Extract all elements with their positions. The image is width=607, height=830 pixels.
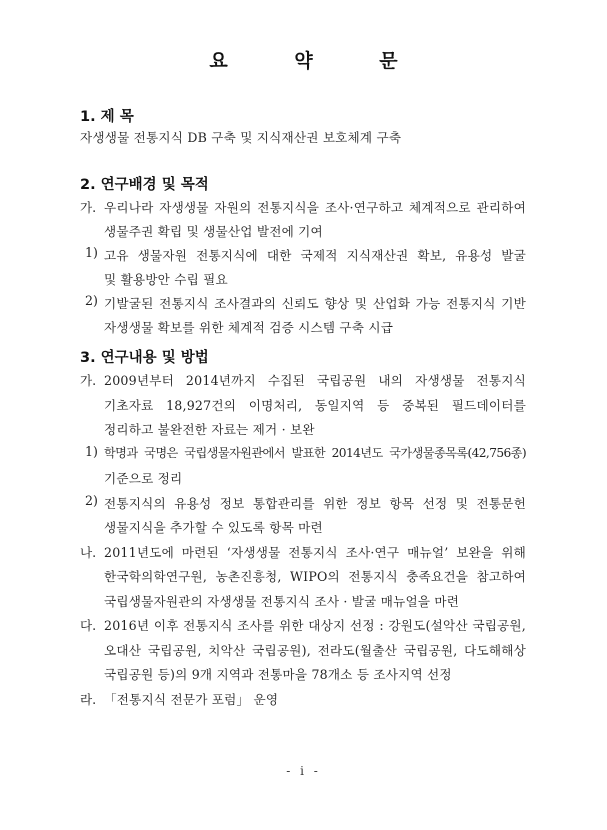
item-line: 전통지식의 유용성 정보 통합관리를 위한 정보 항목 선정 및 전통문헌 [104, 496, 526, 511]
section-heading-title: 1. 제 목 [80, 109, 134, 125]
section-heading-background: 2. 연구배경 및 목적 [80, 177, 209, 193]
item-marker: 1) [85, 245, 98, 260]
item-line: 국립공원 등)의 9개 지역과 전통마을 78개소 등 조사지역 선정 [104, 667, 452, 682]
item-line: 학명과 국명은 국립생물자원관에서 발표한 2014년도 국가생물종목록(42,756종) [104, 446, 526, 460]
item-marker: 가. [80, 200, 97, 215]
item-line: 기발굴된 전통지식 조사결과의 신뢰도 향상 및 산업화 가능 전통지식 기반 [104, 296, 526, 311]
item-line: 한국학의학연구원, 농촌진흥청, WIPO의 전통지식 충족요건을 참고하여 [104, 569, 526, 584]
item-line: 및 활용방안 수립 필요 [104, 272, 228, 287]
item-line: 오대산 국립공원, 치악산 국립공원), 전라도(월출산 국립공원, 다도해해상 [104, 643, 526, 658]
item-line: 「전통지식 전문가 포럼」 운영 [104, 692, 279, 707]
item-line: 생물주권 확립 및 생물산업 발전에 기여 [104, 224, 323, 239]
section-heading-methods: 3. 연구내용 및 방법 [80, 350, 209, 366]
item-line: 정리하고 불완전한 자료는 제거 · 보완 [104, 422, 315, 437]
item-line: 생물지식을 추가할 수 있도록 항목 마련 [104, 520, 323, 535]
page-number: - i - [286, 764, 321, 778]
item-marker: 1) [85, 444, 98, 459]
item-line: 국립생물자원관의 자생생물 전통지식 조사 · 발굴 매뉴얼을 마련 [104, 594, 460, 609]
item-marker: 다. [80, 618, 97, 633]
project-title-text: 자생생물 전통지식 DB 구축 및 지식재산권 보호체계 구축 [80, 130, 402, 145]
item-line: 우리나라 자생생물 자원의 전통지식을 조사·연구하고 체계적으로 관리하여 [104, 200, 526, 215]
item-marker: 2) [85, 493, 98, 508]
page-title: 요 약 문 [209, 50, 428, 72]
item-line: 기준으로 정리 [104, 471, 183, 486]
item-marker: 라. [80, 692, 97, 707]
item-line: 2016년 이후 전통지식 조사를 위한 대상지 선정 : 강원도(설악산 국립공원, [104, 618, 526, 633]
item-line: 자생생물 확보를 위한 체계적 검증 시스템 구축 시급 [104, 320, 394, 335]
item-line: 고유 생물자원 전통지식에 대한 국제적 지식재산권 확보, 유용성 발굴 [104, 248, 526, 263]
item-marker: 2) [85, 293, 98, 308]
item-line: 기초자료 18,927건의 이명처리, 동일지역 등 중복된 필드데이터를 [104, 398, 526, 413]
item-marker: 가. [80, 373, 97, 388]
item-marker: 나. [80, 545, 97, 560]
item-line: 2009년부터 2014년까지 수집된 국립공원 내의 자생생물 전통지식 [104, 373, 526, 388]
item-line: 2011년도에 마련된 ‘자생생물 전통지식 조사·연구 매뉴얼’ 보완을 위해 [104, 545, 526, 560]
